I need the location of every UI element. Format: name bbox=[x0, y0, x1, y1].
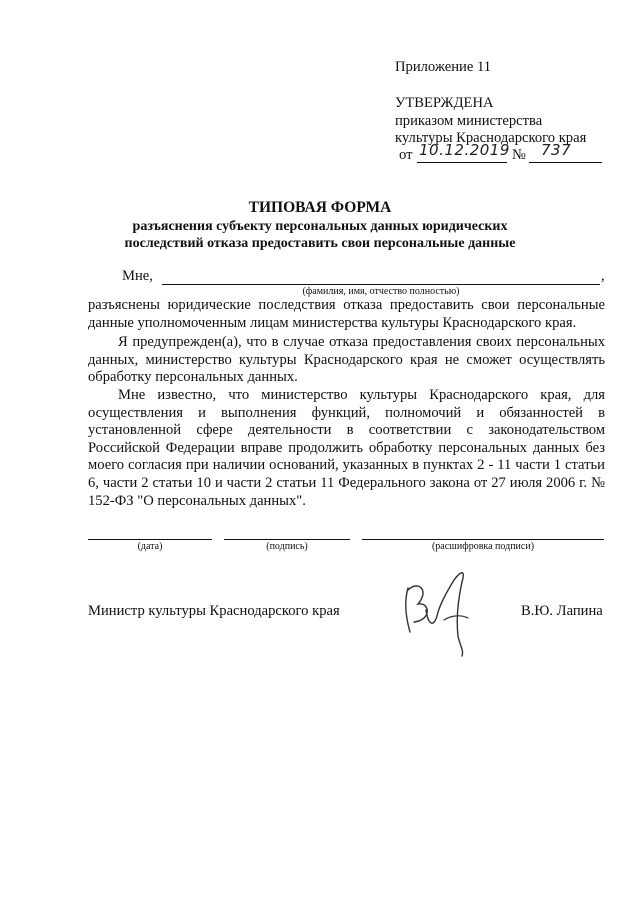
date-line[interactable] bbox=[88, 527, 212, 540]
date-caption: (дата) bbox=[137, 541, 163, 552]
appendix-label: Приложение 11 bbox=[395, 59, 492, 75]
name-field-prefix: Мне, bbox=[122, 268, 153, 284]
form-subtitle-line1: разъяснения субъекту персональных данных юридических bbox=[132, 219, 508, 234]
paragraph-consequences: разъяснены юридические последствия отказа предоставить свои персональные данные уполномоченным лицам министерства культуры Краснодарского края. bbox=[88, 297, 605, 331]
approval-number-handwritten: 737 bbox=[541, 141, 572, 159]
minister-name: В.Ю. Лапина bbox=[521, 603, 603, 619]
name-field-caption: (фамилия, имя, отчество полностью) bbox=[302, 286, 460, 297]
approval-date-handwritten: 10.12.2019 bbox=[419, 141, 510, 159]
approved-ministry: культуры Краснодарского края bbox=[395, 130, 587, 146]
signature-line[interactable] bbox=[224, 527, 350, 540]
decoding-caption: (расшифровка подписи) bbox=[431, 541, 535, 552]
minister-signature bbox=[398, 560, 478, 660]
decoding-line[interactable] bbox=[362, 527, 604, 540]
name-field-line[interactable] bbox=[162, 270, 600, 285]
paragraph-legal-basis: Мне известно, что министерство культуры Краснодарского края, для осуществления и выполнения функций, полномочий и обязанностей в установленной сфере деятельности в соответствии с законодательством Российской Федерации вправе продолжить обработку персональных данных без моего согласия при наличии оснований, указанных в пунктах 2 - 11 части 1 статьи 6, части 2 статьи 10 и части 2 статьи 11 Федерального закона от 27 июля 2006 г. № 152-ФЗ "О персональных данных". bbox=[88, 387, 605, 509]
paragraph-warning: Я предупрежден(а), что в случае отказа предоставления своих персональных данных, министерство культуры Краснодарского края не сможет осуществлять обработку персональных данных. bbox=[88, 334, 605, 386]
signature-caption: (подпись) bbox=[266, 541, 308, 552]
minister-position: Министр культуры Краснодарского края bbox=[88, 603, 340, 619]
name-field-suffix: , bbox=[601, 268, 605, 284]
form-subtitle-line2: последствий отказа предоставить свои персональные данные bbox=[124, 236, 516, 251]
form-title: ТИПОВАЯ ФОРМА bbox=[248, 199, 392, 216]
approved-label: УТВЕРЖДЕНА bbox=[395, 95, 494, 111]
number-prefix: № bbox=[512, 147, 526, 163]
approved-by-order: приказом министерства bbox=[395, 113, 543, 129]
date-prefix: от bbox=[399, 147, 413, 163]
